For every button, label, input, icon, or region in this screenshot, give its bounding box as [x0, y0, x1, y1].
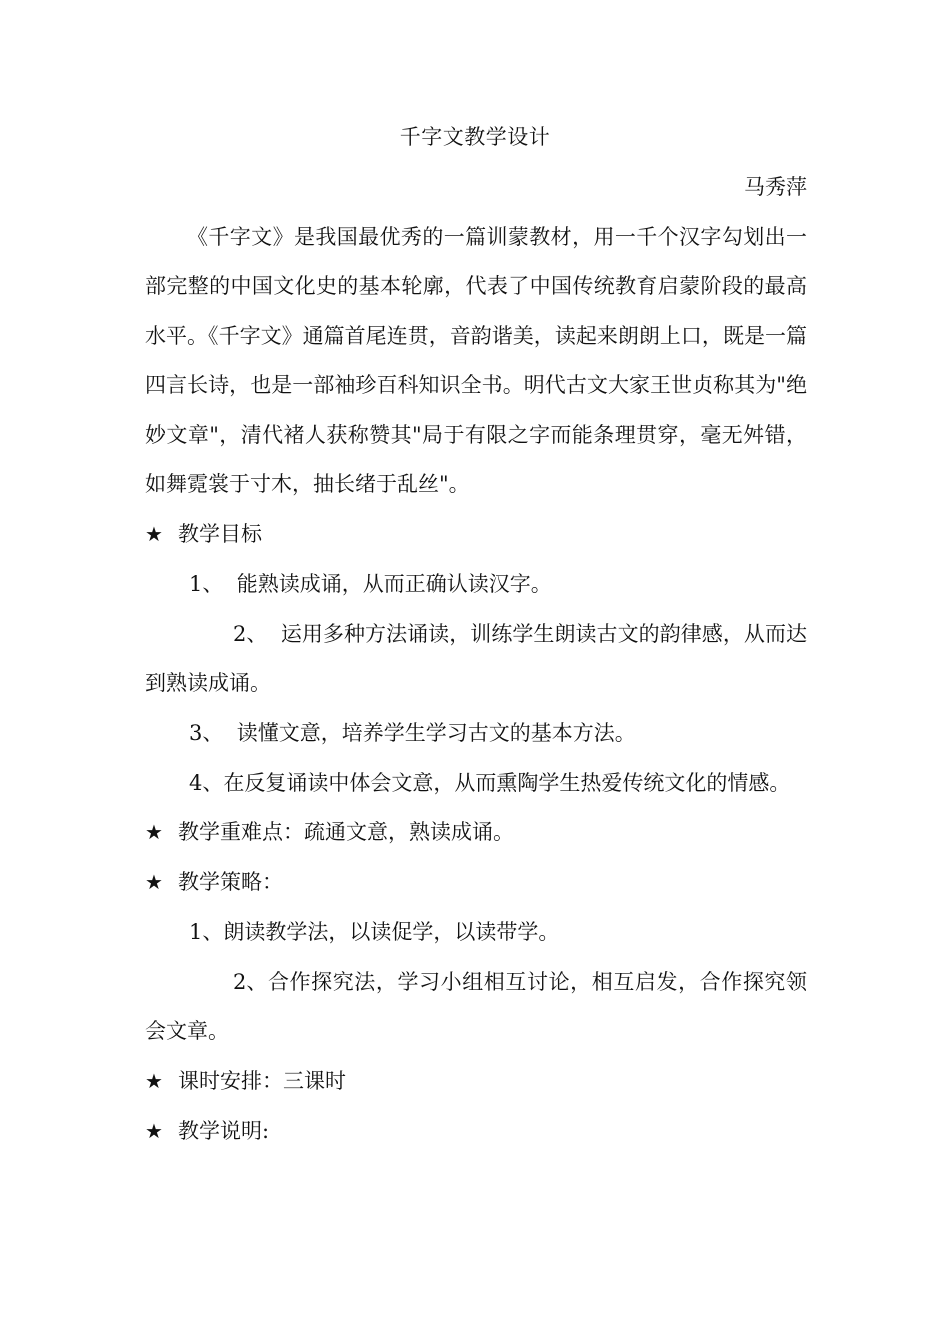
schedule-line	[145, 1066, 807, 1096]
objective-item-1	[145, 569, 807, 599]
objective-text: 在反复诵读中体会文意，从而熏陶学生热爱传统文化的情感。	[223, 771, 791, 795]
star-icon: ★	[145, 1119, 163, 1143]
strategy-number: 2、	[233, 970, 268, 994]
objective-text: 能熟读成诵，从而正确认读汉字。	[236, 572, 552, 596]
notes-heading	[145, 1116, 807, 1146]
strategy-item-2	[145, 958, 807, 1057]
objectives-heading-text: 教学目标	[178, 522, 262, 546]
objective-text: 读懂文意，培养学生学习古文的基本方法。	[236, 721, 636, 745]
strategy-item-1	[145, 917, 807, 947]
objective-item-2	[145, 610, 807, 709]
objective-item-4	[145, 768, 807, 798]
star-icon: ★	[145, 522, 163, 546]
objective-item-3	[145, 718, 807, 748]
objective-text: 运用多种方法诵读，训练学生朗读古文的韵律感，从而达到熟读成诵。	[145, 622, 807, 696]
intro-paragraph: 《千字文》是我国最优秀的一篇训蒙教材，用一千个汉字勾划出一部完整的中国文化史的基本轮廓，代表了中国传统教育启蒙阶段的最高水平。《千字文》通篇首尾连贯，音韵谐美，读起来朗朗上口，既是一篇四言长诗，也是一部袖珍百科知识全书。明代古文大家王世贞称其为"绝妙文章"，清代褚人获称赞其"局于有限之字而能条理贯穿，毫无舛错，如舞霓裳于寸木，抽长绪于乱丝"。	[145, 225, 807, 497]
strategies-heading-text: 教学策略：	[178, 870, 283, 894]
key-points-text: 教学重难点：疏通文意，熟读成诵。	[178, 820, 514, 844]
objective-number: 3、	[189, 721, 224, 745]
author-name: 马秀萍	[744, 175, 807, 199]
objective-number: 1、	[189, 572, 224, 596]
key-points-line	[145, 817, 807, 847]
star-icon: ★	[145, 1069, 163, 1093]
notes-heading-text: 教学说明:	[178, 1119, 270, 1143]
objectives-heading	[145, 519, 807, 549]
objective-number: 4、	[189, 771, 224, 795]
objective-number: 2、	[233, 622, 268, 646]
strategy-text: 合作探究法，学习小组相互讨论，相互启发，合作探究领会文章。	[145, 970, 807, 1044]
strategy-number: 1、	[189, 920, 224, 944]
strategies-heading	[145, 867, 807, 897]
star-icon: ★	[145, 870, 163, 894]
star-icon: ★	[145, 820, 163, 844]
document-title: 千字文教学设计	[399, 125, 551, 149]
strategy-text: 朗读教学法，以读促学，以读带学。	[223, 920, 560, 944]
schedule-text: 课时安排：三课时	[178, 1069, 346, 1093]
